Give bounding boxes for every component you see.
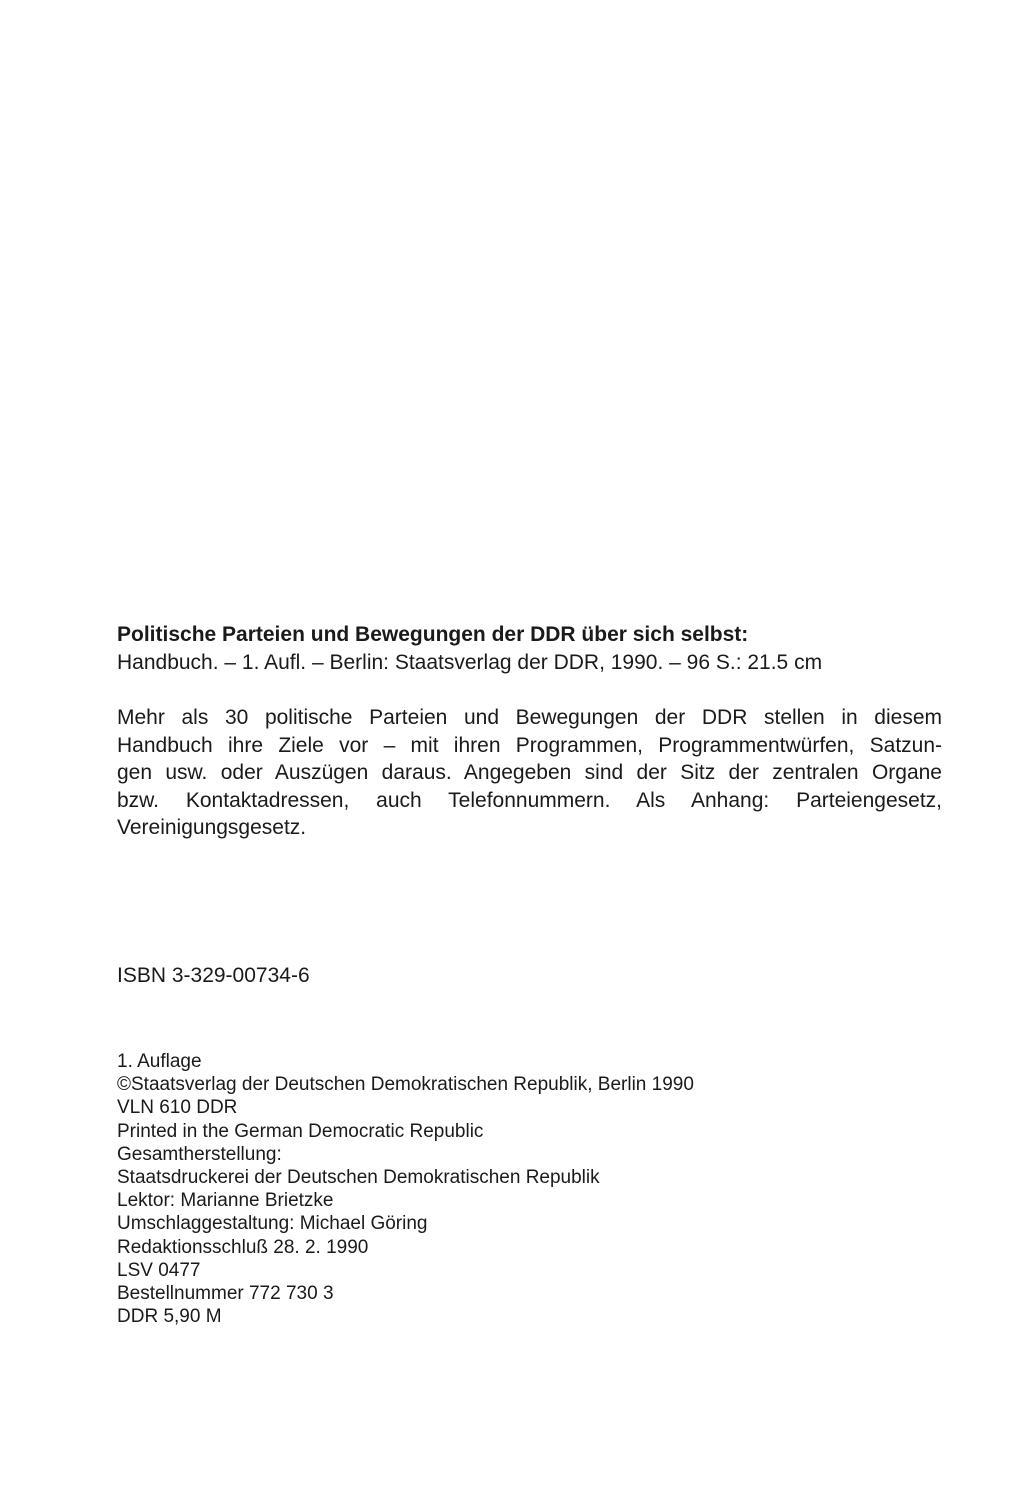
- colophon-line: Redaktionsschluß 28. 2. 1990: [117, 1236, 369, 1258]
- colophon: [117, 1050, 947, 1328]
- bibliographic-entry: [117, 621, 947, 677]
- isbn-number: ISBN 3-329-00734-6: [117, 964, 310, 987]
- abstract-line: Handbuch ihre Ziele vor – mit ihren Programmen, Programmentwürfen, Satzun-: [117, 733, 942, 757]
- colophon-line: Umschlaggestaltung: Michael Göring: [117, 1213, 428, 1235]
- abstract-line: gen usw. oder Auszügen daraus. Angegeben sind der Sitz der zentralen Organe: [117, 761, 942, 784]
- colophon-line: LSV 0477: [117, 1259, 201, 1281]
- colophon-line: Gesamtherstellung:: [117, 1143, 282, 1165]
- colophon-line: Printed in the German Democratic Republic: [117, 1120, 484, 1142]
- colophon-line: Bestellnummer 772 730 3: [117, 1283, 334, 1305]
- book-title: Politische Parteien und Bewegungen der DDR über sich selbst:: [117, 623, 749, 646]
- abstract-line: Vereinigungsgesetz.: [117, 816, 307, 839]
- colophon-line: Staatsdruckerei der Deutschen Demokratischen Republik: [117, 1167, 600, 1189]
- colophon-line: ©Staatsverlag der Deutschen Demokratischen Republik, Berlin 1990: [117, 1074, 694, 1096]
- colophon-line: VLN 610 DDR: [117, 1097, 238, 1119]
- colophon-line: Lektor: Marianne Brietzke: [117, 1190, 334, 1212]
- colophon-line: DDR 5,90 M: [117, 1306, 222, 1328]
- book-imprint: Handbuch. – 1. Aufl. – Berlin: Staatsverlag der DDR, 1990. – 96 S.: 21.5 cm: [117, 651, 823, 674]
- book-abstract: [117, 704, 942, 842]
- colophon-line: 1. Auflage: [117, 1051, 202, 1072]
- abstract-line: bzw. Kontaktadressen, auch Telefonnummern. Als Anhang: Parteiengesetz,: [117, 788, 942, 812]
- abstract-line: Mehr als 30 politische Parteien und Bewegungen der DDR stellen in diesem: [117, 706, 942, 729]
